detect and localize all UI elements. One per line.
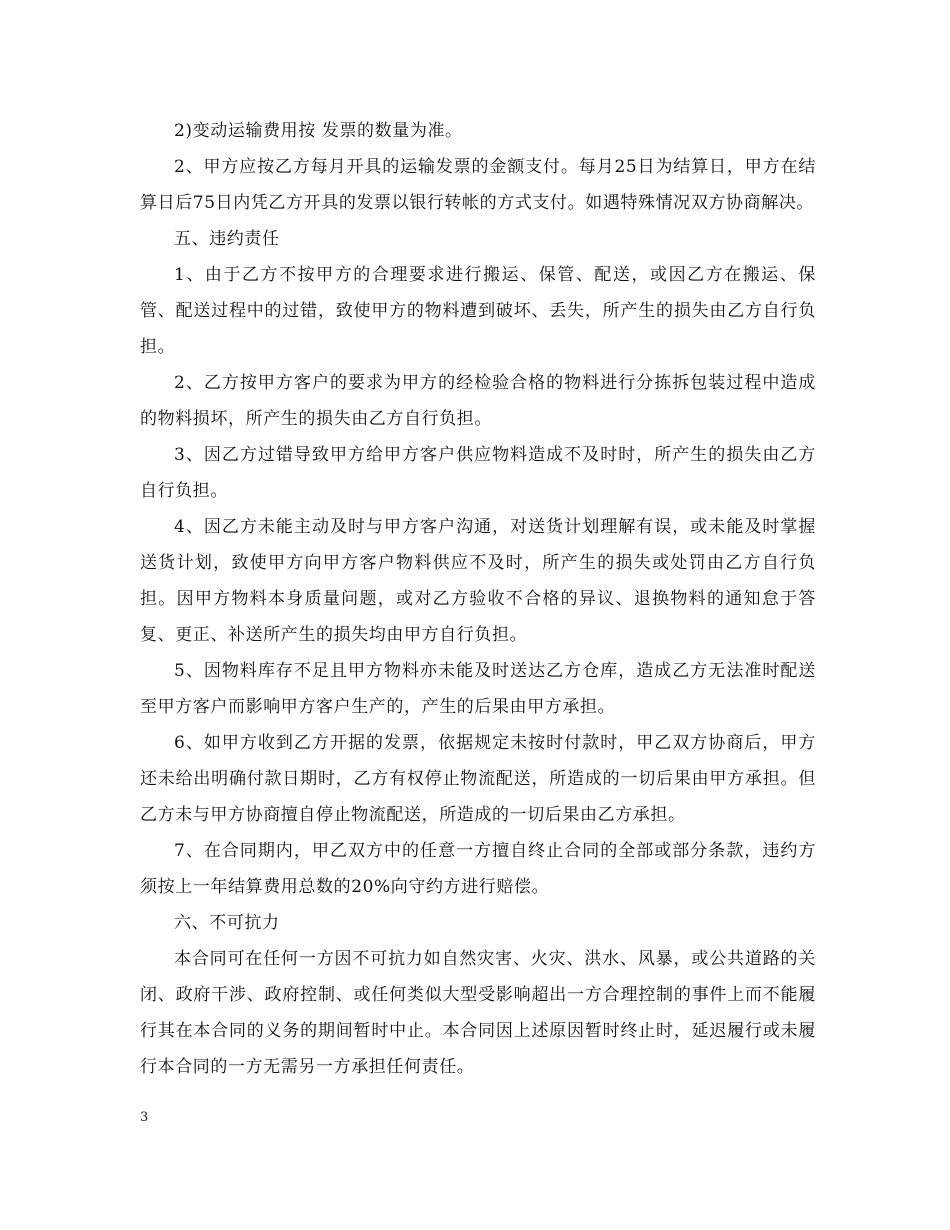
section-heading-force-majeure: 六、不可抗力 <box>174 913 280 933</box>
section-heading-breach: 五、违约责任 <box>174 229 280 249</box>
paragraph-breach-7: 7、在合同期内，甲乙双方中的任意一方擅自终止合同的全部或部分条款，违约方须按上一年结算费用总数的20%向守约方进行赔偿。 <box>140 841 816 897</box>
paragraph-breach-3: 3、因乙方过错导致甲方给甲方客户供应物料造成不及时时，所产生的损失由乙方自行负担。 <box>140 445 816 501</box>
paragraph-breach-1: 1、由于乙方不按甲方的合理要求进行搬运、保管、配送，或因乙方在搬运、保管、配送过程中的过错，致使甲方的物料遭到破坏、丢失，所产生的损失由乙方自行负担。 <box>140 265 816 357</box>
paragraph-breach-6: 6、如甲方收到乙方开据的发票，依据规定未按时付款时，甲乙双方协商后，甲方还未给出明确付款日期时，乙方有权停止物流配送，所造成的一切后果由甲方承担。但乙方未与甲方协商擅自停止物流配送，所造成的一切后果由乙方承担。 <box>140 733 816 825</box>
paragraph-variable-freight: 2)变动运输费用按 发票的数量为准。 <box>174 121 463 141</box>
document-body <box>140 113 816 1085</box>
page-number: 3 <box>140 1110 149 1125</box>
paragraph-payment-terms: 2、甲方应按乙方每月开具的运输发票的金额支付。每月25日为结算日，甲方在结算日后75日内凭乙方开具的发票以银行转帐的方式支付。如遇特殊情况双方协商解决。 <box>140 157 816 213</box>
paragraph-breach-5: 5、因物料库存不足且甲方物料亦未能及时送达乙方仓库，造成乙方无法准时配送至甲方客户而影响甲方客户生产的，产生的后果由甲方承担。 <box>140 661 816 717</box>
paragraph-breach-4: 4、因乙方未能主动及时与甲方客户沟通，对送货计划理解有误，或未能及时掌握送货计划，致使甲方向甲方客户物料供应不及时，所产生的损失或处罚由乙方自行负担。因甲方物料本身质量问题，或对乙方验收不合格的异议、退换物料的通知怠于答复、更正、补送所产生的损失均由甲方自行负担。 <box>140 517 816 645</box>
paragraph-breach-2: 2、乙方按甲方客户的要求为甲方的经检验合格的物料进行分拣拆包装过程中造成的物料损坏，所产生的损失由乙方自行负担。 <box>140 373 816 429</box>
paragraph-force-majeure: 本合同可在任何一方因不可抗力如自然灾害、火灾、洪水、风暴，或公共道路的关闭、政府干涉、政府控制、或任何类似大型受影响超出一方合理控制的事件上而不能履行其在本合同的义务的期间暂时中止。本合同因上述原因暂时终止时，延迟履行或未履行本合同的一方无需另一方承担任何责任。 <box>140 949 816 1077</box>
